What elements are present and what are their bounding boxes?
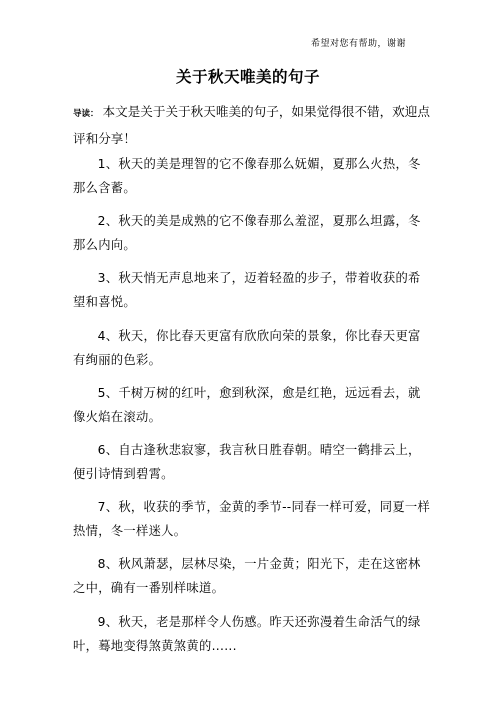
document-title: 关于秋天唯美的句子 xyxy=(175,68,320,86)
list-item: 4、秋天，你比春天更富有欣欣向荣的景象，你比春天更富有绚丽的色彩。 xyxy=(73,328,421,367)
intro-label: 导读： xyxy=(73,109,99,119)
list-item: 2、秋天的美是成熟的它不像春那么羞涩，夏那么坦露，冬那么内向。 xyxy=(73,214,421,253)
list-item: 3、秋天悄无声息地来了，迈着轻盈的步子，带着收获的希望和喜悦。 xyxy=(73,271,421,310)
list-item: 5、千树万树的红叶，愈到秋深，愈是红艳，远远看去，就像火焰在滚动。 xyxy=(73,385,421,424)
header-note: 希望对您有帮助，谢谢 xyxy=(310,39,406,49)
list-item: 9、秋天，老是那样令人伤感。昨天还弥漫着生命活气的绿叶，蓦地变得煞黄煞黄的...... xyxy=(73,614,421,653)
list-item: 1、秋天的美是理智的它不像春那么妩媚，夏那么火热，冬那么含蓄。 xyxy=(73,157,421,195)
intro-text: 本文是关于关于秋天唯美的句子，如果觉得很不错，欢迎点评和分享！ xyxy=(73,104,430,146)
list-item: 6、自古逢秋悲寂寥，我言秋日胜春朝。晴空一鹤排云上，便引诗情到碧霄。 xyxy=(73,442,421,481)
sentence-list xyxy=(73,152,433,667)
intro-paragraph xyxy=(73,100,433,150)
list-item: 7、秋，收获的季节，金黄的季节--同春一样可爱，同夏一样热情，冬一样迷人。 xyxy=(73,500,431,539)
list-item: 8、秋风萧瑟，层林尽染，一片金黄；阳光下，走在这密林之中，确有一番别样味道。 xyxy=(73,557,421,596)
